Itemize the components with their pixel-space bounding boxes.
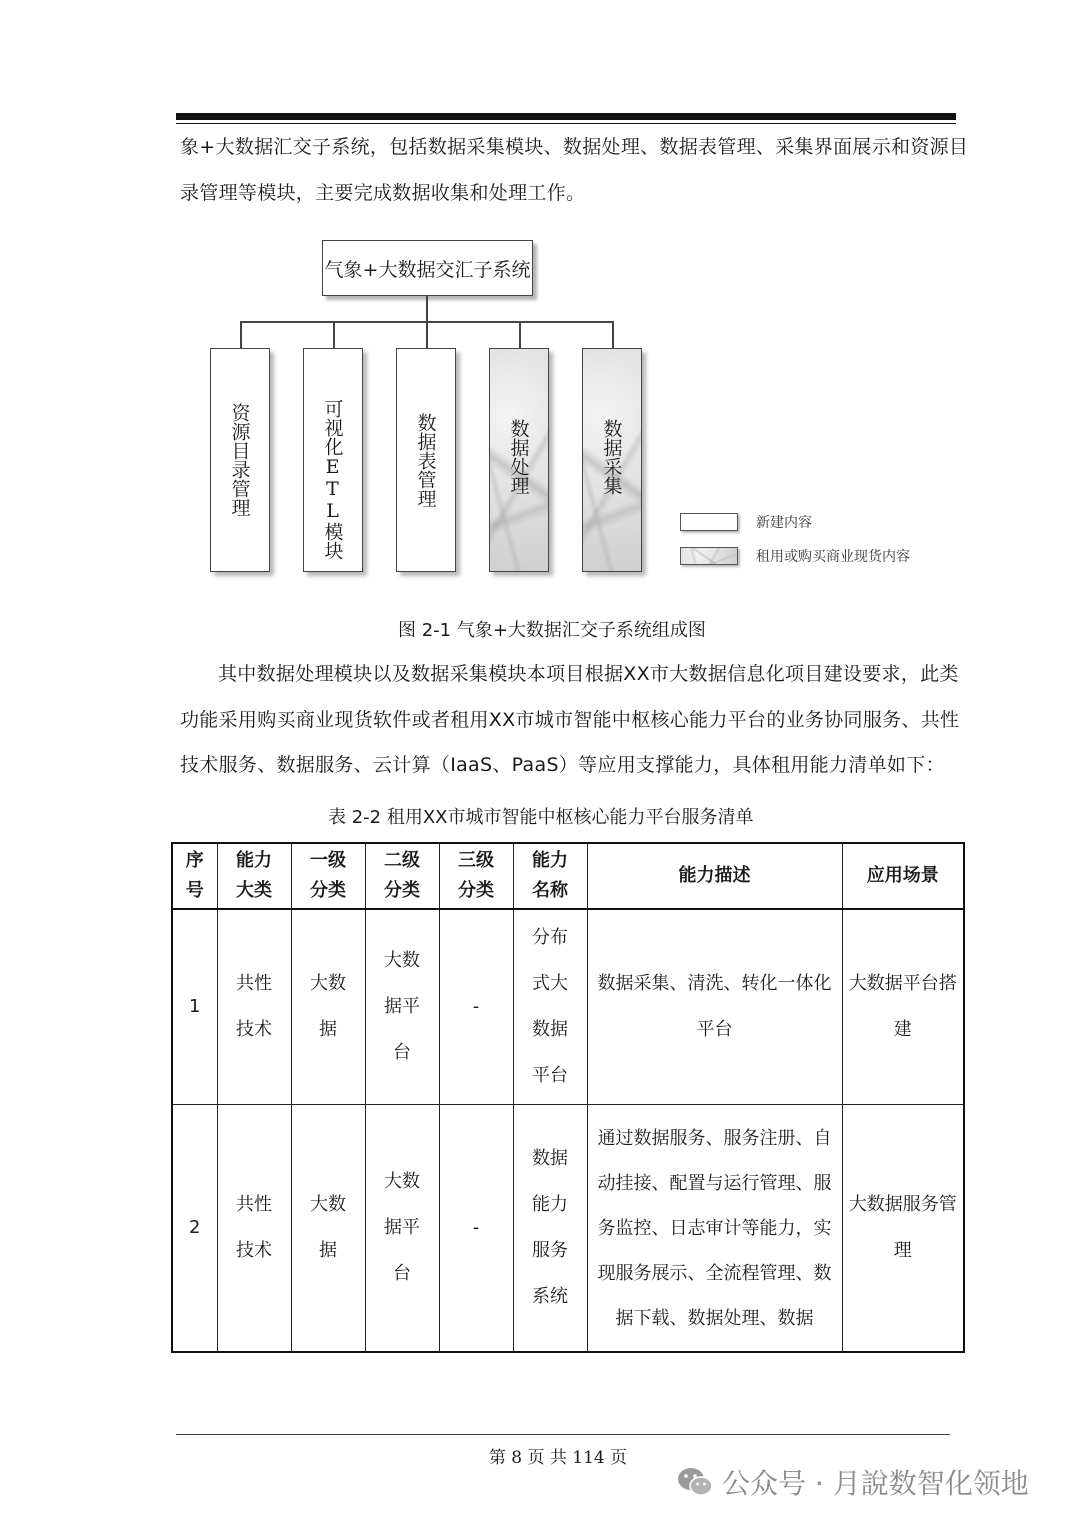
cell-level2: 大数据平台 bbox=[365, 1105, 439, 1353]
cell-level1: 大数据 bbox=[291, 909, 365, 1105]
module-label: 数据采集 bbox=[600, 419, 623, 495]
cell-name: 分布式大数据平台 bbox=[513, 909, 587, 1105]
diagram-root-box bbox=[322, 240, 533, 296]
module-box-data-collection bbox=[582, 348, 642, 572]
body-paragraph-line: 象+大数据汇交子系统，包括数据采集模块、数据处理、数据表管理、采集界面展示和资源目 bbox=[180, 136, 969, 158]
header-rule bbox=[176, 113, 956, 120]
cell-desc: 数据采集、清洗、转化一体化平台 bbox=[587, 909, 842, 1105]
table-row bbox=[172, 909, 964, 1105]
connector-line bbox=[519, 321, 521, 348]
header-cell: 应用场景 bbox=[842, 843, 964, 909]
cell-level3: - bbox=[439, 1105, 513, 1353]
table-row bbox=[172, 1105, 964, 1353]
header-cell: 能力名称 bbox=[513, 843, 587, 909]
body-paragraph-line: 功能采用购买商业现货软件或者租用XX市城市智能中枢核心能力平台的业务协同服务、共性 bbox=[180, 709, 960, 731]
header-cell: 二级分类 bbox=[365, 843, 439, 909]
module-box-resource-catalog bbox=[210, 348, 270, 572]
table-caption: 表 2-2 租用XX市城市智能中枢核心能力平台服务清单 bbox=[328, 807, 754, 828]
cell-scene: 大数据服务管理 bbox=[842, 1105, 964, 1353]
cell-no: 2 bbox=[172, 1105, 217, 1353]
watermark bbox=[676, 1462, 1029, 1502]
connector-line bbox=[426, 321, 428, 348]
body-paragraph-line: 其中数据处理模块以及数据采集模块本项目根据XX市大数据信息化项目建设要求，此类 bbox=[218, 663, 959, 685]
legend-label-new: 新建内容 bbox=[756, 515, 812, 531]
body-paragraph-line: 技术服务、数据服务、云计算（IaaS、PaaS）等应用支撑能力，具体租用能力清单如下： bbox=[180, 754, 945, 776]
module-box-data-processing bbox=[489, 348, 549, 572]
page-number: 第 8 页 共 114 页 bbox=[488, 1448, 628, 1468]
cell-level1: 大数据 bbox=[291, 1105, 365, 1353]
cell-scene: 大数据平台搭建 bbox=[842, 909, 964, 1105]
service-table bbox=[171, 842, 965, 1353]
header-cell: 序号 bbox=[172, 843, 217, 909]
cell-level2: 大数据平台 bbox=[365, 909, 439, 1105]
header-cell: 一级分类 bbox=[291, 843, 365, 909]
cell-name: 数据能力服务系统 bbox=[513, 1105, 587, 1353]
legend-swatch-rent bbox=[680, 547, 738, 565]
footer-rule bbox=[176, 1434, 950, 1435]
cell-level3: - bbox=[439, 909, 513, 1105]
connector-line bbox=[333, 321, 335, 348]
figure-caption: 图 2-1 气象+大数据汇交子系统组成图 bbox=[398, 620, 706, 641]
cell-no: 1 bbox=[172, 909, 217, 1105]
header-cell: 能力描述 bbox=[587, 843, 842, 909]
connector-line bbox=[240, 321, 242, 348]
connector-line bbox=[426, 296, 428, 322]
body-paragraph-line: 录管理等模块，主要完成数据收集和处理工作。 bbox=[180, 182, 586, 204]
module-label: 可视化ETL模块 bbox=[321, 399, 344, 560]
module-box-etl bbox=[303, 348, 363, 572]
cell-category: 共性技术 bbox=[217, 909, 291, 1105]
header-cell: 能力大类 bbox=[217, 843, 291, 909]
diagram-root-label: 气象+大数据交汇子系统 bbox=[324, 258, 531, 281]
module-box-table-management bbox=[396, 348, 456, 572]
connector-line bbox=[612, 321, 614, 348]
cell-category: 共性技术 bbox=[217, 1105, 291, 1353]
table-header-row bbox=[172, 843, 964, 909]
header-cell: 三级分类 bbox=[439, 843, 513, 909]
cell-desc: 通过数据服务、服务注册、自动挂接、配置与运行管理、服务监控、日志审计等能力，实现服务展示、全流程管理、数据下载、数据处理、数据 bbox=[587, 1105, 842, 1353]
module-label: 数据表管理 bbox=[414, 413, 437, 508]
legend-swatch-new bbox=[680, 513, 738, 531]
module-label: 资源目录管理 bbox=[228, 403, 251, 517]
legend-label-rent: 租用或购买商业现货内容 bbox=[756, 549, 910, 565]
wechat-icon bbox=[676, 1465, 714, 1499]
watermark-text: 公众号 · 月說数智化领地 bbox=[722, 1467, 1029, 1500]
module-label: 数据处理 bbox=[507, 419, 530, 495]
